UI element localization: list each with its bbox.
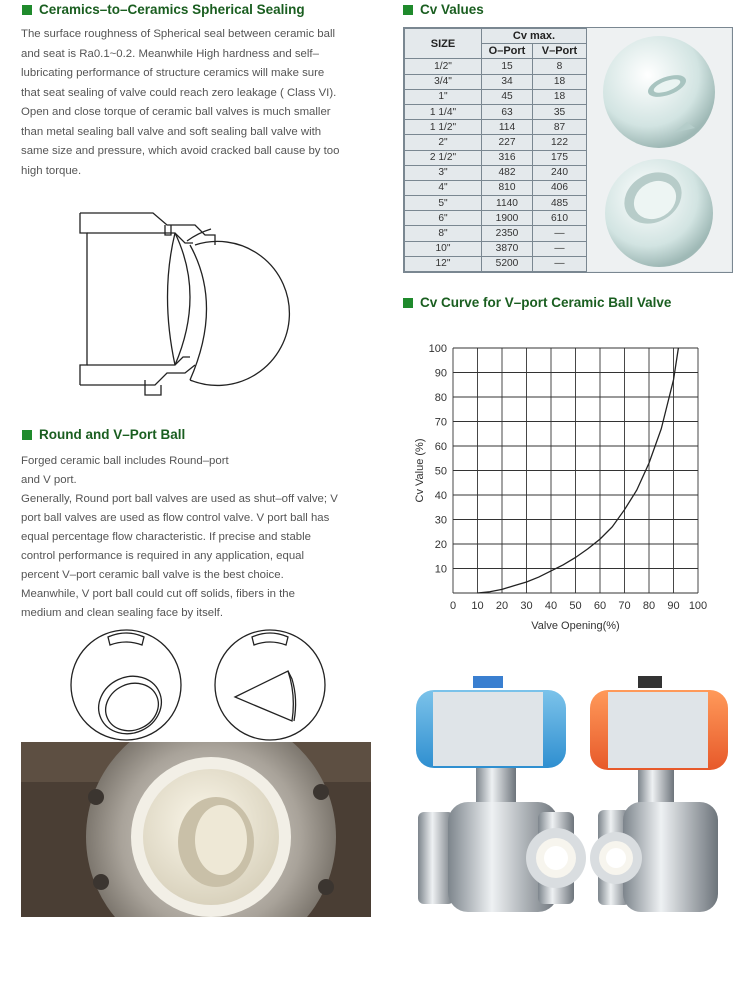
- cv-values-panel: [403, 27, 733, 273]
- paragraph-line: medium and clean sealing face by itself.: [21, 607, 223, 619]
- x-tick-label: 30: [520, 600, 533, 612]
- paragraph-line: The surface roughness of Spherical seal between ceramic ball: [21, 28, 336, 40]
- paragraph-line: percent V–port ceramic ball valve is the best choice.: [21, 569, 284, 581]
- cell-o: 810: [482, 180, 533, 195]
- green-square-icon: [22, 5, 32, 15]
- x-tick-label: 100: [688, 600, 708, 612]
- cell-v: 406: [533, 180, 587, 195]
- y-tick-label: 40: [434, 490, 447, 502]
- cell-v: 610: [533, 211, 587, 226]
- green-square-icon: [22, 430, 32, 440]
- cell-v: —: [533, 226, 587, 241]
- cell-size: 4": [405, 180, 482, 195]
- round-vport-title: Round and V–Port Ball: [39, 427, 186, 442]
- x-tick-label: 40: [544, 600, 558, 612]
- cell-o: 1140: [482, 196, 533, 211]
- table-row: [405, 165, 587, 180]
- cell-size: 12": [405, 256, 482, 271]
- table-row: [405, 180, 587, 195]
- header-cv-max: Cv max.: [482, 29, 587, 44]
- table-row: [405, 256, 587, 271]
- x-tick-label: 50: [569, 600, 582, 612]
- sealing-paragraph: [21, 25, 381, 181]
- round-port-ball-drawing: [66, 625, 186, 745]
- section-heading-sealing: [22, 2, 305, 17]
- cell-v: 8: [533, 59, 587, 74]
- paragraph-line: port ball valves are used as flow control valve. V port ball has: [21, 512, 330, 524]
- cv-values-title: Cv Values: [420, 2, 484, 17]
- paragraph-line: Forged ceramic ball includes Round–port: [21, 455, 229, 467]
- cell-size: 10": [405, 241, 482, 256]
- pneumatic-valves-photo: [398, 662, 738, 922]
- y-tick-label: 30: [434, 514, 447, 527]
- x-tick-label: 90: [667, 600, 680, 612]
- paragraph-line: same size and pressure, which avoid cracked ball cause by too: [21, 145, 340, 157]
- cell-v: —: [533, 256, 587, 271]
- cell-size: 2 1/2": [405, 150, 482, 165]
- paragraph-line: than metal sealing ball valve and soft sealing ball valve with: [21, 125, 322, 138]
- cell-size: 3": [405, 165, 482, 180]
- cell-v: 18: [533, 74, 587, 89]
- cell-o: 3870: [482, 241, 533, 256]
- cell-o: 2350: [482, 226, 533, 241]
- cell-v: 18: [533, 89, 587, 104]
- paragraph-line: control performance is required in any application, equal: [21, 550, 305, 562]
- x-tick-label: 20: [495, 600, 509, 612]
- section-heading-cv-curve: [403, 295, 671, 310]
- y-tick-label: 90: [434, 367, 447, 380]
- cell-o: 34: [482, 74, 533, 89]
- table-row: [405, 196, 587, 211]
- table-row: [405, 211, 587, 226]
- cell-size: 1": [405, 89, 482, 104]
- cell-v: 35: [533, 104, 587, 119]
- cell-size: 6": [405, 211, 482, 226]
- paragraph-line: lubricating performance of structure ceramics will make sure: [21, 67, 325, 79]
- valve-interior-photo: [21, 742, 371, 917]
- cv-values-table: [404, 28, 587, 272]
- x-tick-label: 10: [471, 600, 484, 612]
- paragraph-line: that seat sealing of valve could reach zero leakage ( Class VI).: [21, 86, 337, 99]
- cell-o: 316: [482, 150, 533, 165]
- x-tick-label: 0: [449, 600, 457, 612]
- y-tick-label: 100: [428, 343, 447, 355]
- sealing-title: Ceramics–to–Ceramics Spherical Sealing: [39, 2, 305, 17]
- x-tick-label: 70: [618, 600, 631, 612]
- table-row: [405, 226, 587, 241]
- x-axis-label: Valve Opening(%): [531, 620, 620, 632]
- cell-v: —: [533, 241, 587, 256]
- header-v-port: V–Port: [533, 44, 587, 59]
- paragraph-line: and V port.: [21, 474, 77, 486]
- ceramic-ball-photos: [587, 28, 731, 271]
- y-tick-label: 80: [434, 392, 447, 404]
- cell-o: 5200: [482, 256, 533, 271]
- table-row: [405, 120, 587, 135]
- cell-size: 3/4": [405, 74, 482, 89]
- cell-o: 15: [482, 59, 533, 74]
- paragraph-line: equal percentage flow characteristic. If precise and stable: [21, 531, 311, 543]
- section-heading-cv-values: [403, 2, 484, 17]
- table-row: [405, 150, 587, 165]
- y-tick-label: 70: [434, 416, 447, 429]
- green-square-icon: [403, 298, 413, 308]
- y-tick-label: 50: [434, 465, 447, 478]
- cell-v: 240: [533, 165, 587, 180]
- y-tick-label: 60: [434, 441, 447, 453]
- v-port-ball-drawing: [210, 625, 330, 745]
- header-size: SIZE: [405, 29, 482, 59]
- cell-size: 1/2": [405, 59, 482, 74]
- round-vport-paragraph: [21, 452, 381, 623]
- section-heading-round-vport: [22, 427, 185, 442]
- seal-section-drawing: [65, 205, 325, 400]
- cv-curve-title: Cv Curve for V–port Ceramic Ball Valve: [420, 295, 672, 310]
- cell-size: 1 1/2": [405, 120, 482, 135]
- table-row: [405, 241, 587, 256]
- cell-size: 1 1/4": [405, 104, 482, 119]
- cell-v: 87: [533, 120, 587, 135]
- table-row: [405, 59, 587, 74]
- y-tick-label: 10: [434, 563, 447, 576]
- paragraph-line: and seat is Ra0.1~0.2. Meanwhile High hardness and self–: [21, 47, 319, 60]
- cell-o: 227: [482, 135, 533, 150]
- x-tick-label: 60: [593, 600, 607, 612]
- cell-o: 63: [482, 104, 533, 119]
- y-axis-label: Cv Value (%): [414, 438, 426, 503]
- header-o-port: O–Port: [482, 44, 533, 59]
- paragraph-line: Open and close torque of ceramic ball valves is much smaller: [21, 106, 331, 118]
- green-square-icon: [403, 5, 413, 15]
- table-row: [405, 104, 587, 119]
- cell-v: 485: [533, 196, 587, 211]
- paragraph-line: Meanwhile, V port ball could cut off solids, fibers in the: [21, 588, 295, 600]
- cell-v: 122: [533, 135, 587, 150]
- table-row: [405, 74, 587, 89]
- cell-size: 5": [405, 196, 482, 211]
- cell-size: 8": [405, 226, 482, 241]
- table-row: [405, 89, 587, 104]
- cell-o: 482: [482, 165, 533, 180]
- table-row: [405, 135, 587, 150]
- cell-o: 1900: [482, 211, 533, 226]
- paragraph-line: Generally, Round port ball valves are used as shut–off valve; V: [21, 493, 338, 505]
- cell-v: 175: [533, 150, 587, 165]
- paragraph-line: high torque.: [21, 164, 82, 177]
- cell-o: 45: [482, 89, 533, 104]
- y-tick-label: 20: [434, 539, 447, 551]
- x-tick-label: 80: [642, 600, 656, 612]
- cell-o: 114: [482, 120, 533, 135]
- cv-curve-chart: [405, 338, 725, 638]
- cell-size: 2": [405, 135, 482, 150]
